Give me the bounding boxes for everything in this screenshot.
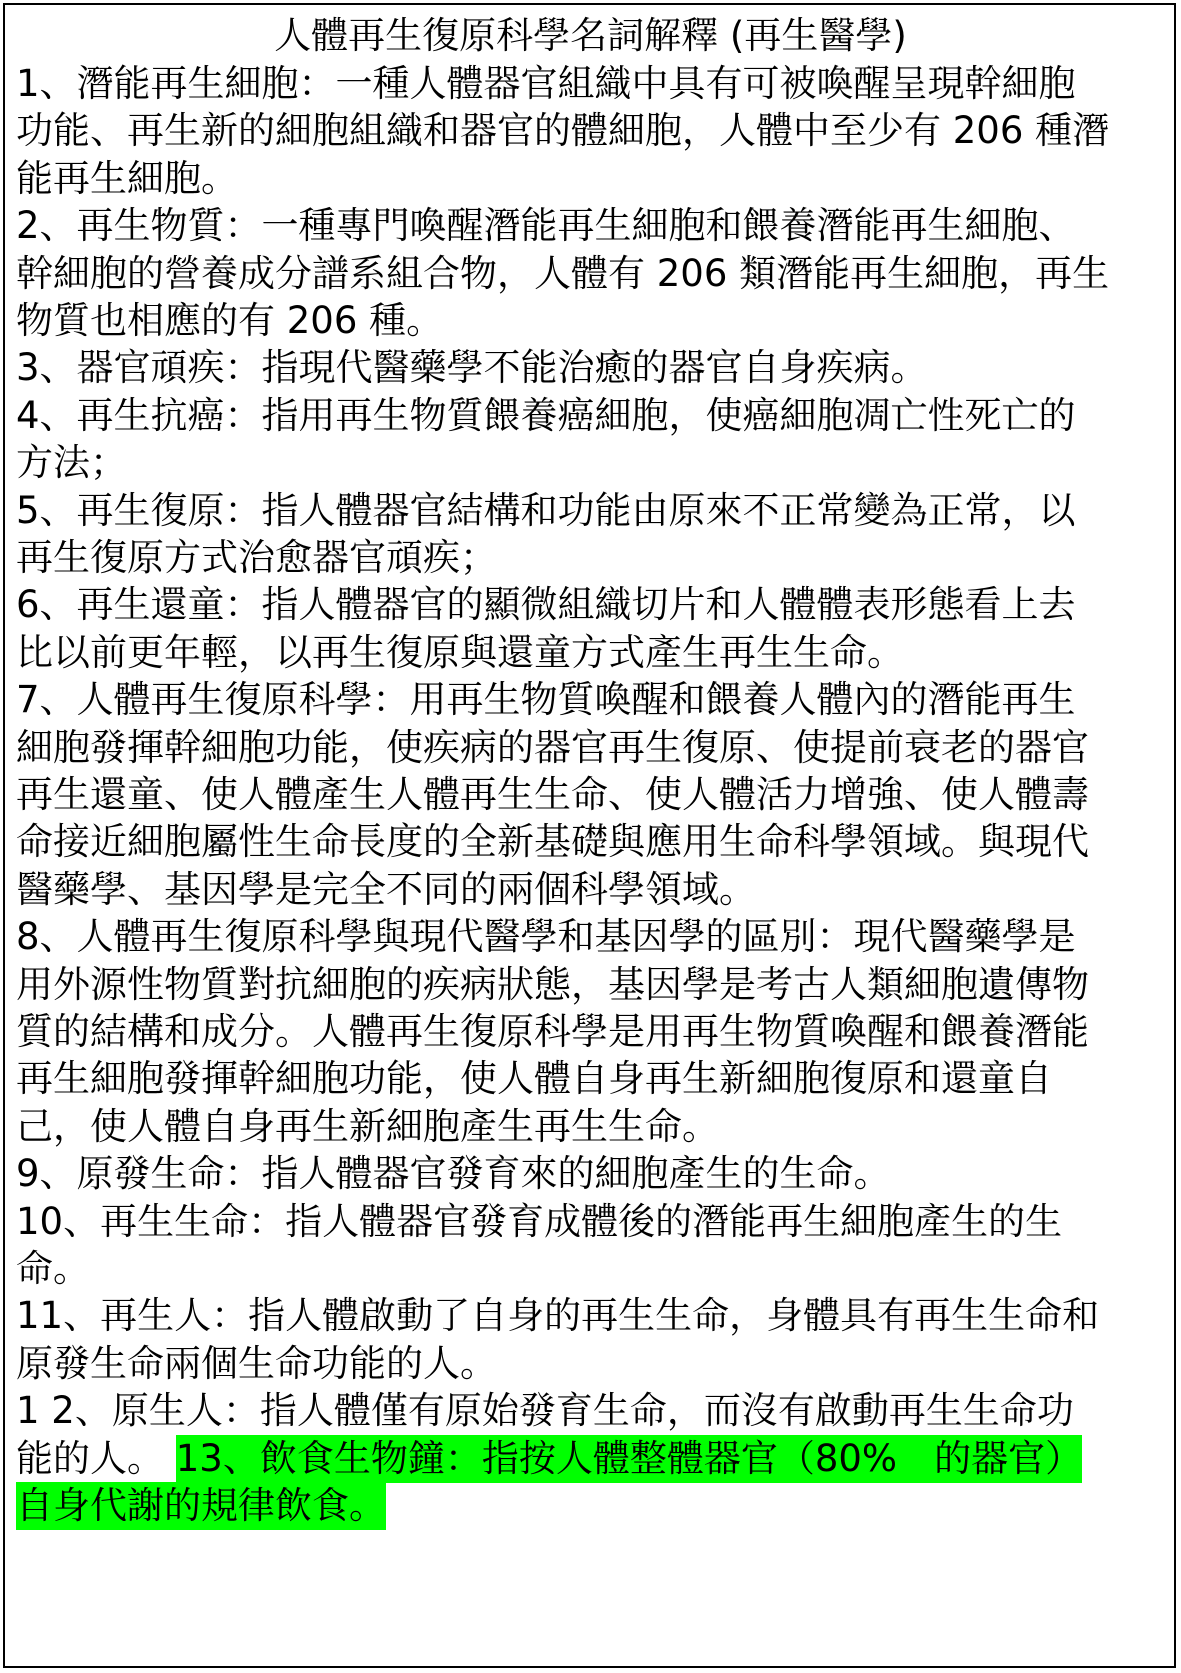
definition-line: 1、潛能再生細胞：一種人體器官組織中具有可被喚醒呈現幹細胞: [16, 62, 1076, 105]
definition-line: 9、原發生命：指人體器官發育來的細胞產生的生命。: [16, 1152, 891, 1196]
definition-line: 2、再生物質：一種專門喚醒潛能再生細胞和餵養潛能再生細胞、: [16, 204, 1076, 248]
definition-line: [16, 1482, 386, 1530]
definition-line: 3、器官頑疾：指現代醫藥學不能治癒的器官自身疾病。: [16, 346, 928, 390]
definition-line: 1 2、原生人：指人體僅有原始發育生命，而沒有啟動再生生命功: [16, 1389, 1074, 1433]
definition-line: 6、再生還童：指人體器官的顯微組織切片和人體體表形態看上去: [16, 583, 1076, 627]
definition-line: 再生復原方式治愈器官頑疾；: [16, 536, 497, 579]
definition-line: 比以前更年輕，以再生復原與還童方式產生再生生命。: [16, 630, 904, 674]
definition-line: 功能、再生新的細胞組織和器官的體細胞，人體中至少有 206 種潛: [16, 109, 1110, 153]
highlighted-definition-text: 自身代謝的規律飲食。: [16, 1482, 386, 1530]
definition-line: 物質也相應的有 206 種。: [16, 299, 444, 342]
definition-line: 質的結構和成分。人體再生復原科學是用再生物質喚醒和餵養潛能: [16, 1010, 1089, 1053]
definition-line: 7、人體再生復原科學：用再生物質喚醒和餵養人體內的潛能再生: [16, 678, 1076, 722]
definition-line: 用外源性物質對抗細胞的疾病狀態，基因學是考古人類細胞遺傳物: [16, 962, 1089, 1006]
definition-line: 原發生命兩個生命功能的人。: [16, 1341, 497, 1385]
definition-text: 能的人。: [16, 1436, 164, 1480]
definition-line: 命。: [16, 1247, 90, 1290]
definition-line: [16, 1435, 1082, 1483]
definition-line: 己，使人體自身再生新細胞產生再生生命。: [16, 1104, 719, 1148]
definition-line: 10、再生生命：指人體器官發育成體後的潛能再生細胞產生的生: [16, 1199, 1063, 1243]
definition-line: 5、再生復原：指人體器官結構和功能由原來不正常變為正常，以: [16, 488, 1076, 532]
definition-line: 再生細胞發揮幹細胞功能，使人體自身再生新細胞復原和還童自: [16, 1057, 1052, 1101]
page-title: 人體再生復原科學名詞解釋 (再生醫學): [274, 14, 907, 57]
definition-line: 8、人體再生復原科學與現代醫學和基因學的區別：現代醫藥學是: [16, 915, 1076, 959]
definition-line: 幹細胞的營養成分譜系組合物，人體有 206 類潛能再生細胞，再生: [16, 251, 1110, 295]
definition-line: 11、再生人：指人體啟動了自身的再生生命，身體具有再生生命和: [16, 1294, 1100, 1338]
definition-line: 4、再生抗癌：指用再生物質餵養癌細胞，使癌細胞凋亡性死亡的: [16, 393, 1076, 437]
definition-line: 醫藥學、基因學是完全不同的兩個科學領域。: [16, 867, 756, 911]
definition-line: 能再生細胞。: [16, 156, 238, 200]
definition-line: 命接近細胞屬性生命長度的全新基礎與應用生命科學領域。與現代: [16, 820, 1089, 864]
definition-line: 再生還童、使人體產生人體再生生命、使人體活力增強、使人體壽: [16, 773, 1089, 816]
definition-line: 方法；: [16, 441, 127, 485]
highlighted-definition-text: 13、飲食生物鐘：指按人體整體器官（80% 的器官）: [176, 1435, 1082, 1483]
definition-line: 細胞發揮幹細胞功能，使疾病的器官再生復原、使提前衰老的器官: [16, 725, 1089, 769]
